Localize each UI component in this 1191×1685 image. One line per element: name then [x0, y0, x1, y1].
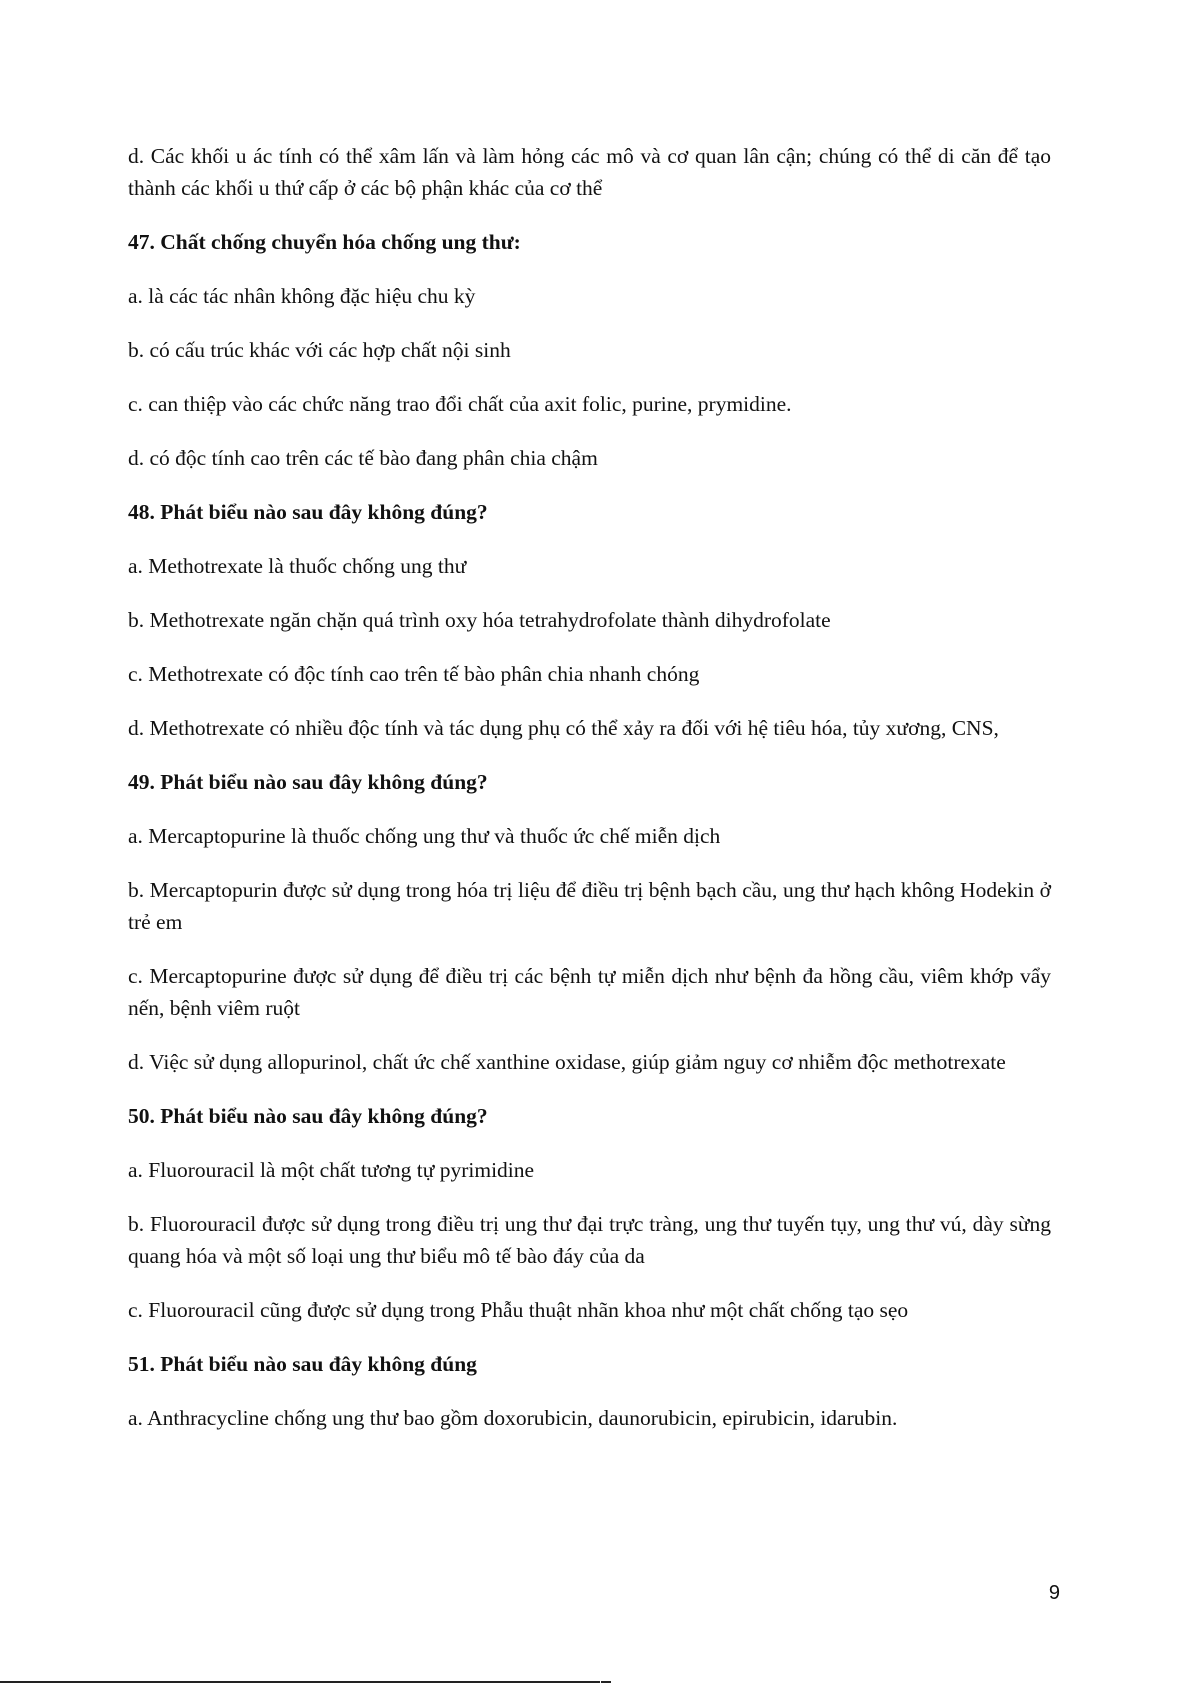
question-47-option-c: c. can thiệp vào các chức năng trao đổi chất của axit folic, purine, prymidine.: [128, 392, 792, 416]
page-bottom-rule-stub: [601, 1681, 611, 1683]
question-49-option-d: d. Việc sử dụng allopurinol, chất ức chế xanthine oxidase, giúp giảm nguy cơ nhiễm độc methotrexate: [128, 1050, 1006, 1074]
question-51-option-a: a. Anthracycline chống ung thư bao gồm doxorubicin, daunorubicin, epirubicin, idarubin.: [128, 1406, 898, 1430]
question-48-title: 48. Phát biểu nào sau đây không đúng?: [128, 500, 488, 524]
question-47-option-a: a. là các tác nhân không đặc hiệu chu kỳ: [128, 284, 476, 308]
question-51-title: 51. Phát biểu nào sau đây không đúng: [128, 1352, 477, 1376]
question-49-option-a: a. Mercaptopurine là thuốc chống ung thư và thuốc ức chế miễn dịch: [128, 824, 721, 848]
page-content: [128, 140, 1051, 1456]
question-48-option-d: d. Methotrexate có nhiều độc tính và tác dụng phụ có thể xảy ra đối với hệ tiêu hóa, tủy xương, CNS,: [128, 716, 999, 740]
question-50-title: 50. Phát biểu nào sau đây không đúng?: [128, 1104, 488, 1128]
question-47-option-d: d. có độc tính cao trên các tế bào đang phân chia chậm: [128, 446, 598, 470]
question-50-option-a: a. Fluorouracil là một chất tương tự pyrimidine: [128, 1158, 535, 1182]
question-49-option-c: c. Mercaptopurine được sử dụng để điều trị các bệnh tự miễn dịch như bệnh đa hồng cầu, viêm khớp vẩy nến, bệnh viêm ruột: [128, 964, 1051, 1020]
question-50-option-c: c. Fluorouracil cũng được sử dụng trong Phẫu thuật nhãn khoa như một chất chống tạo sẹo: [128, 1298, 909, 1322]
page-number: 9: [1048, 1582, 1060, 1604]
question-47-title: 47. Chất chống chuyển hóa chống ung thư:: [128, 230, 521, 254]
question-48-option-c: c. Methotrexate có độc tính cao trên tế bào phân chia nhanh chóng: [128, 662, 700, 686]
question-49-title: 49. Phát biểu nào sau đây không đúng?: [128, 770, 488, 794]
page-bottom-rule: [0, 1681, 600, 1683]
question-47-option-b: b. có cấu trúc khác với các hợp chất nội sinh: [128, 338, 511, 362]
continuation-answer: d. Các khối u ác tính có thể xâm lấn và làm hỏng các mô và cơ quan lân cận; chúng có thể di căn để tạo thành các khối u thứ cấp ở các bộ phận khác của cơ thể: [128, 144, 1051, 200]
question-49-option-b: b. Mercaptopurin được sử dụng trong hóa trị liệu để điều trị bệnh bạch cầu, ung thư hạch không Hodekin ở trẻ em: [128, 878, 1051, 934]
question-50-option-b: b. Fluorouracil được sử dụng trong điều trị ung thư đại trực tràng, ung thư tuyến tụy, ung thư vú, dày sừng quang hóa và một số loại ung thư biểu mô tế bào đáy của da: [128, 1212, 1051, 1268]
question-48-option-b: b. Methotrexate ngăn chặn quá trình oxy hóa tetrahydrofolate thành dihydrofolate: [128, 608, 831, 632]
question-48-option-a: a. Methotrexate là thuốc chống ung thư: [128, 554, 467, 578]
